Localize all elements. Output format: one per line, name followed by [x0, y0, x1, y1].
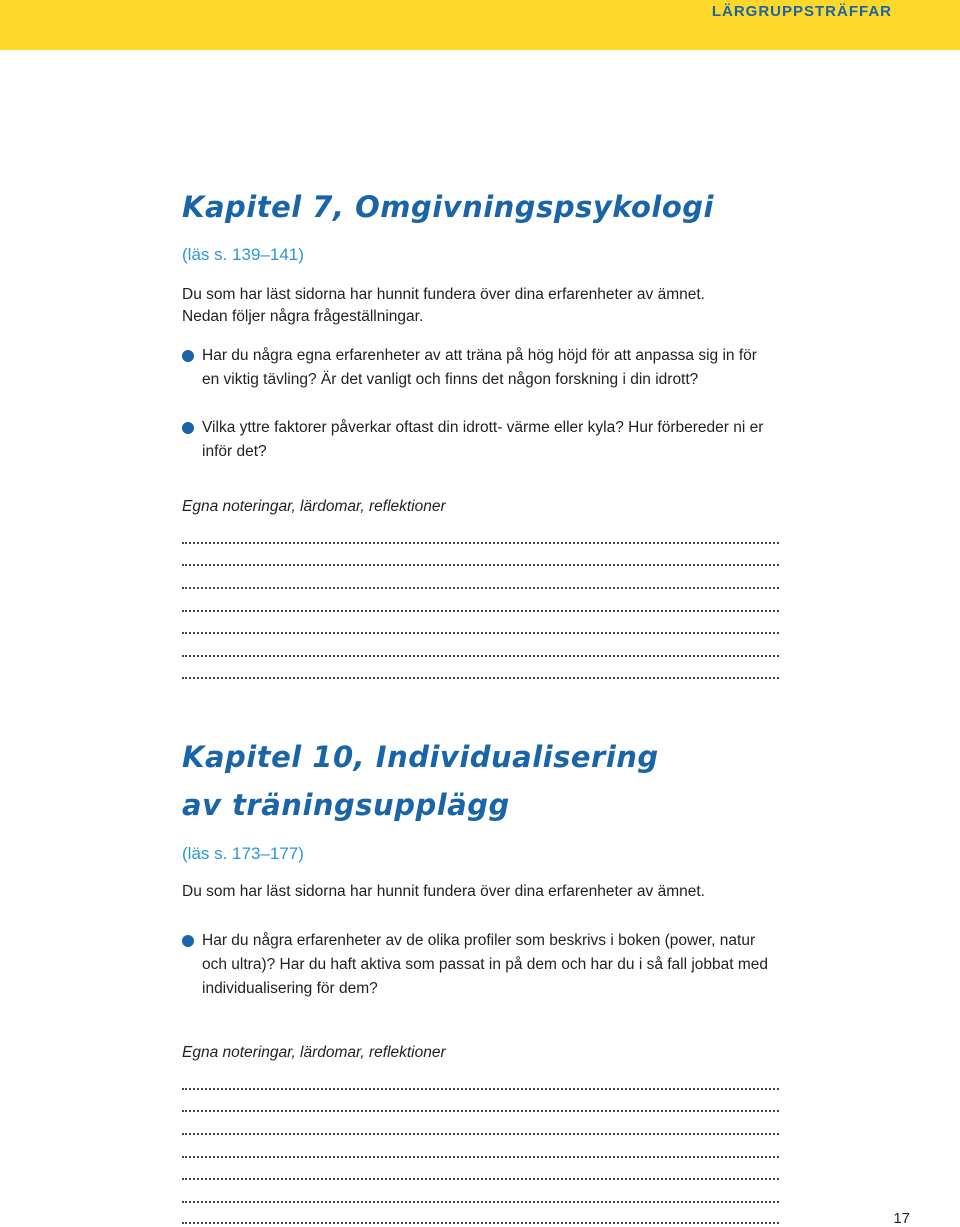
notes-line[interactable] — [182, 677, 779, 679]
notes-line[interactable] — [182, 1222, 779, 1224]
notes-line[interactable] — [182, 610, 779, 612]
bullet-dot-icon — [182, 935, 194, 947]
notes-line[interactable] — [182, 655, 779, 657]
question-bullet-3 — [182, 929, 772, 1001]
notes-line[interactable] — [182, 1133, 779, 1135]
chapter-7-intro — [182, 284, 782, 328]
page-number: 17 — [893, 1210, 910, 1227]
chapter-10-intro: Du som har läst sidorna har hunnit fundera över dina erfarenheter av ämnet. — [182, 883, 705, 900]
bullet-dot-icon — [182, 422, 194, 434]
notes-line[interactable] — [182, 632, 779, 634]
section-header-label: LÄRGRUPPSTRÄFFAR — [711, 3, 892, 20]
chapter-7-pages: (läs s. 139–141) — [182, 245, 304, 264]
chapter-10-title-line-1: Kapitel 10, Individualisering — [182, 740, 659, 774]
bullet-dot-icon — [182, 350, 194, 362]
chapter-7-title: Kapitel 7, Omgivningspsykologi — [182, 190, 714, 224]
notes-line[interactable] — [182, 1156, 779, 1158]
notes-label: Egna noteringar, lärdomar, reflektioner — [182, 498, 446, 515]
intro-line-1: Du som har läst sidorna har hunnit fundera över dina erfarenheter av ämnet. — [182, 286, 705, 303]
chapter-10-pages: (läs s. 173–177) — [182, 844, 304, 863]
notes-line[interactable] — [182, 564, 779, 566]
intro-line-2: Nedan följer några frågeställningar. — [182, 308, 424, 325]
question-text: Vilka yttre faktorer påverkar oftast din idrott- värme eller kyla? Hur förbereder ni er inför det? — [202, 419, 764, 460]
notes-line[interactable] — [182, 587, 779, 589]
question-bullet-2 — [182, 416, 772, 464]
notes-label: Egna noteringar, lärdomar, reflektioner — [182, 1044, 446, 1061]
question-text: Har du några erfarenheter av de olika profiler som beskrivs i boken (power, natur och ultra)? Har du haft aktiva som passat in på dem och har du i så fall jobbat med individualisering för dem? — [202, 932, 769, 997]
notes-line[interactable] — [182, 1110, 779, 1112]
question-text: Har du några egna erfarenheter av att träna på hög höjd för att anpassa sig in för en viktig tävling? Är det vanligt och finns det någon forskning i din idrott? — [202, 347, 757, 388]
notes-line[interactable] — [182, 1088, 779, 1090]
chapter-10-title-line-2: av träningsupplägg — [182, 788, 510, 822]
notes-line[interactable] — [182, 542, 779, 544]
notes-line[interactable] — [182, 1201, 779, 1203]
question-bullet-1 — [182, 344, 772, 392]
notes-line[interactable] — [182, 1178, 779, 1180]
